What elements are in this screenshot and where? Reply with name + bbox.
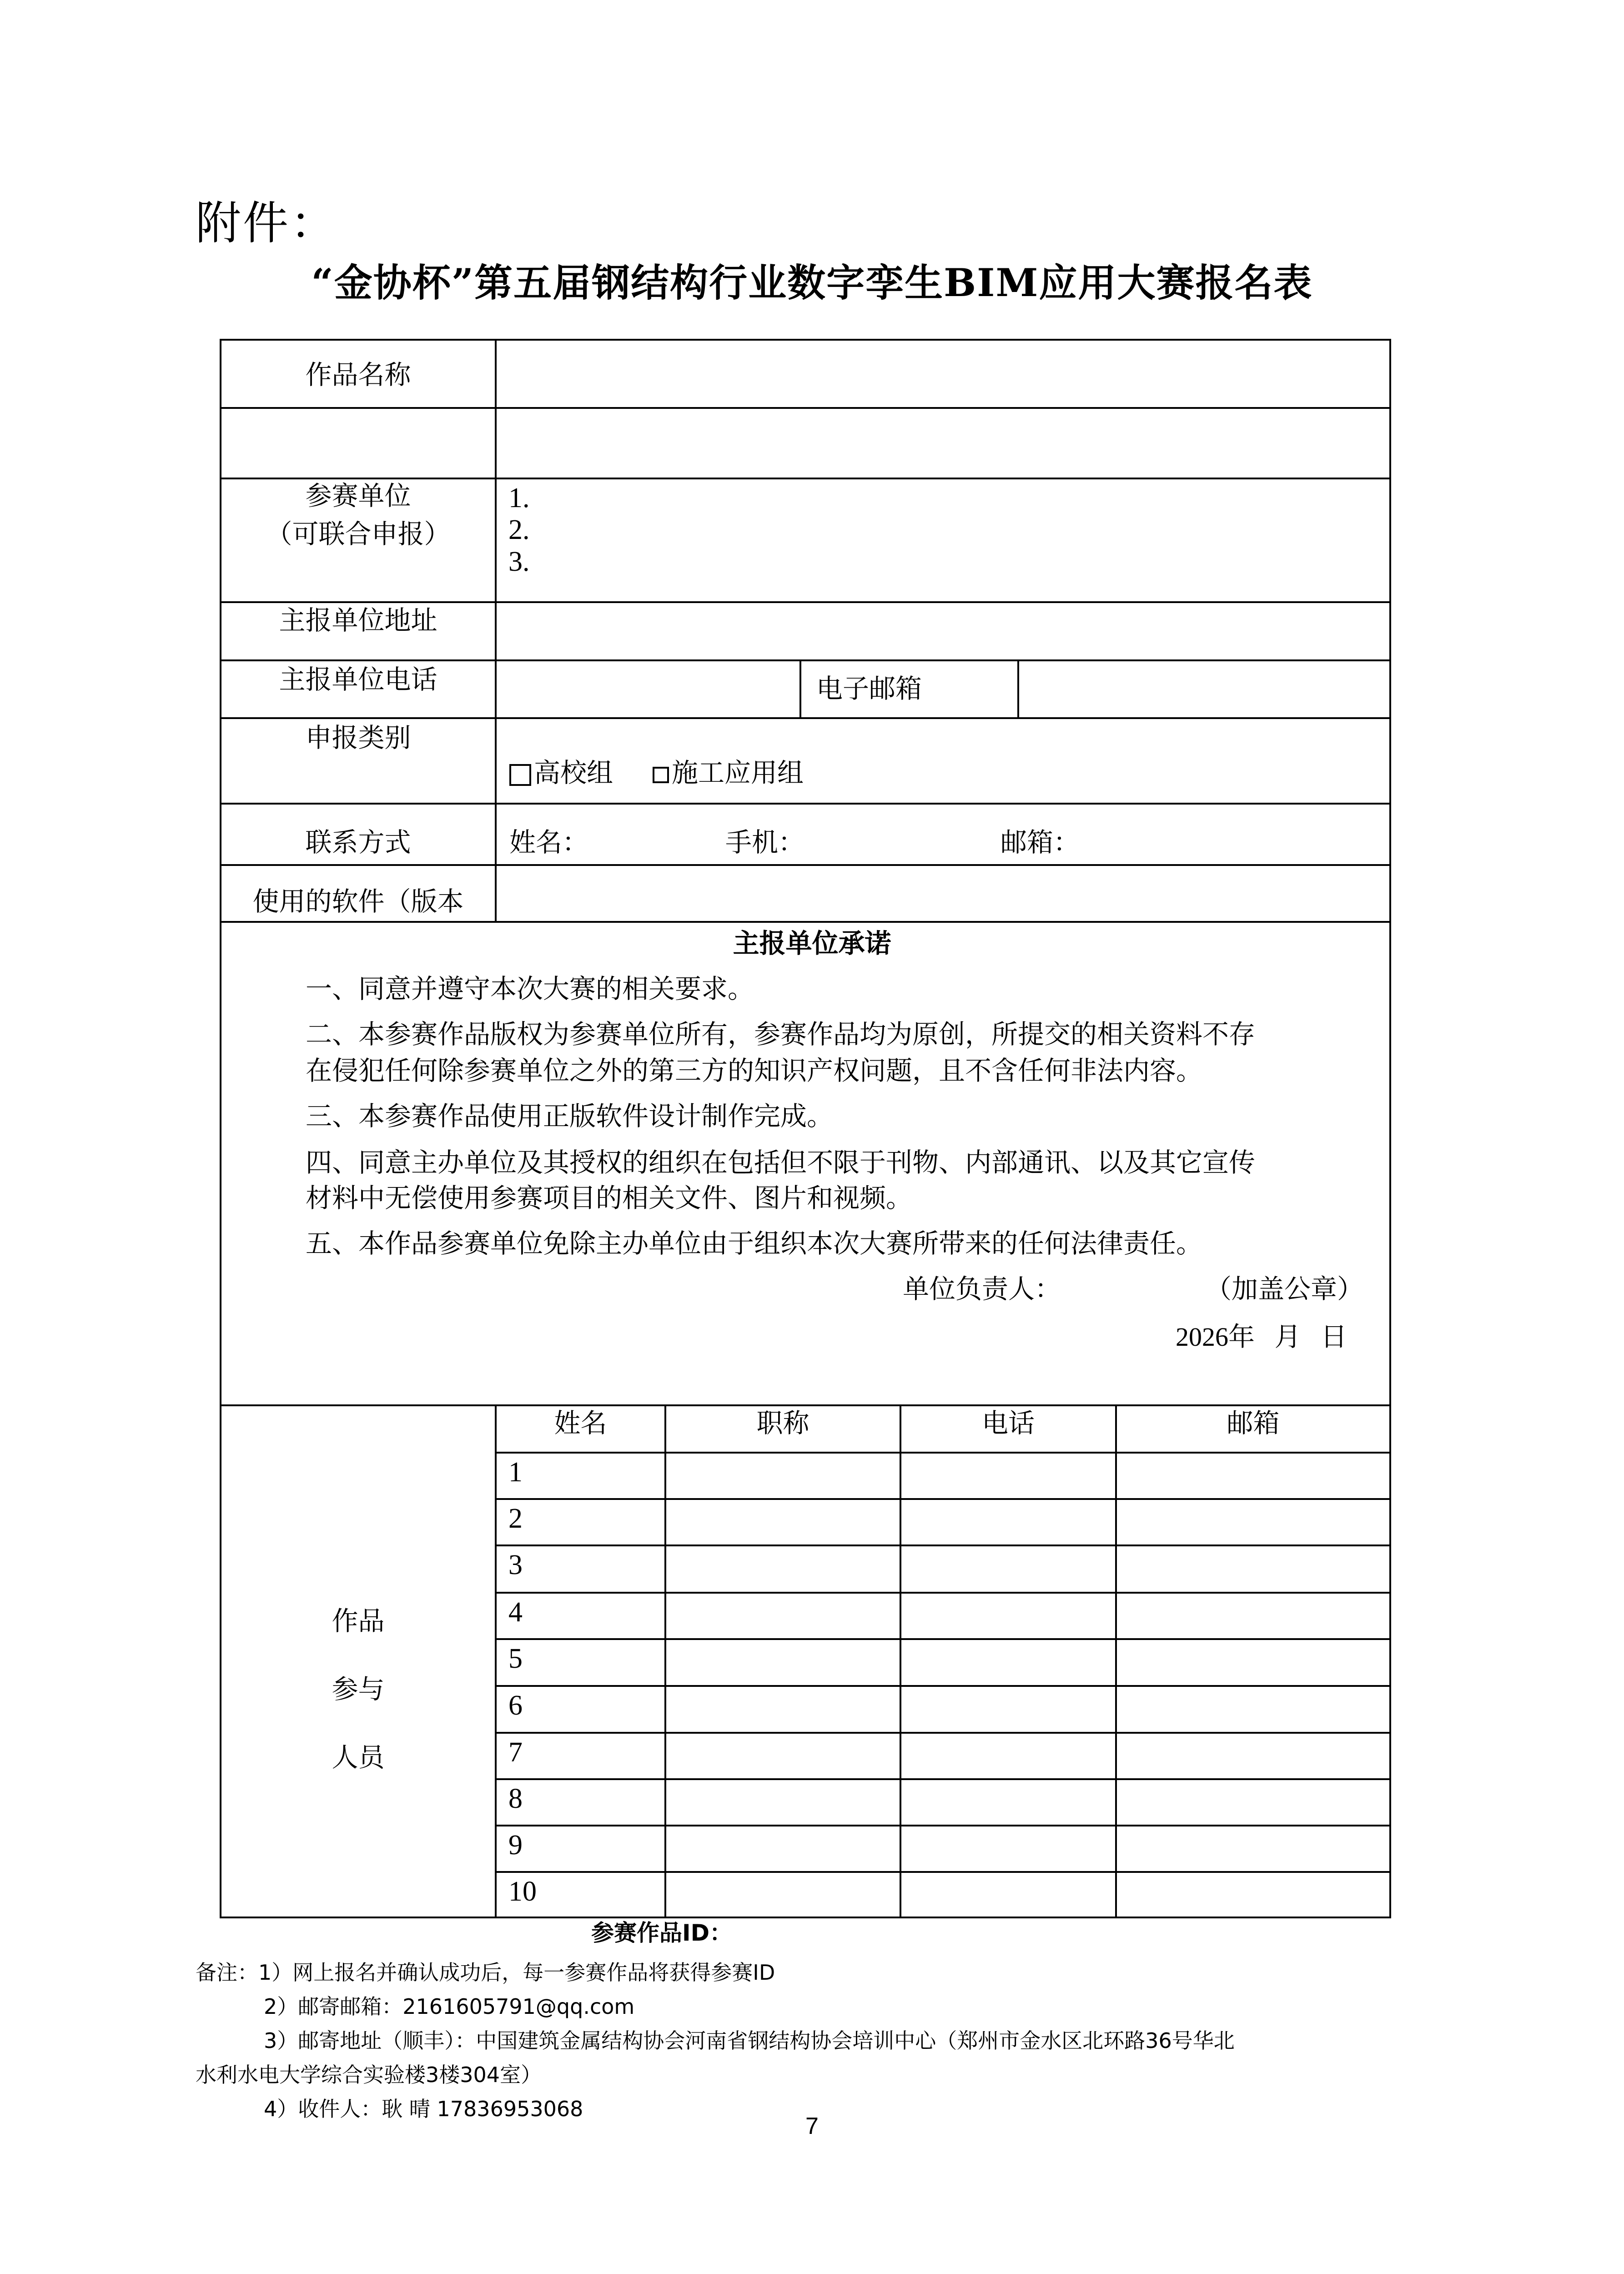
row-line [220, 407, 1391, 409]
col-line [900, 1404, 901, 1918]
member-row-line [495, 1778, 1391, 1780]
table-row: 6 [508, 1690, 523, 1721]
unit-item-1[interactable]: 1. [508, 483, 530, 513]
work-id-label: 参赛作品ID： [591, 1920, 733, 1946]
pledge-item-4-line1: 四、同意主办单位及其授权的组织在包括但不限于刊物、内部通讯、以及其它宣传 [306, 1147, 1256, 1178]
category-option-label: 施工应用组 [672, 757, 804, 788]
table-border-bottom [220, 1917, 1391, 1918]
address-field[interactable] [500, 609, 1387, 655]
phone-field[interactable] [500, 666, 796, 712]
col-line [664, 1404, 666, 1918]
member-row-line [495, 1452, 1391, 1454]
note-2: 2）邮寄邮箱：2161605791@qq.com [264, 1994, 635, 2019]
members-side-label-1: 作品 [332, 1605, 385, 1636]
unit-item-2[interactable]: 2. [508, 514, 530, 545]
table-row: 5 [508, 1643, 523, 1674]
pledge-item-3: 三、本参赛作品使用正版软件设计制作完成。 [306, 1101, 834, 1132]
row-line [220, 803, 1391, 805]
checkbox-icon[interactable] [509, 764, 531, 786]
contact-name-field[interactable]: 姓名： [509, 827, 589, 858]
table-row: 4 [508, 1597, 523, 1628]
table-border-right [1389, 339, 1391, 1918]
row-line [220, 921, 1391, 923]
software-field[interactable] [500, 871, 1387, 916]
table-row: 3 [508, 1550, 523, 1580]
contact-mobile-field[interactable]: 手机： [725, 827, 805, 858]
note-4: 4）收件人：耿 晴 17836953068 [264, 2097, 583, 2121]
attachment-label: 附件： [196, 196, 337, 250]
signer-label: 单位负责人： [903, 1273, 1061, 1304]
row-line [220, 1404, 1391, 1406]
table-row: 7 [508, 1737, 523, 1768]
email-field[interactable] [1023, 666, 1387, 712]
row-line [220, 601, 1391, 603]
member-row-line [495, 1592, 1391, 1594]
member-row-line [495, 1638, 1391, 1640]
column-header-email: 邮箱 [1227, 1408, 1280, 1439]
pledge-item-2-line1: 二、本参赛作品版权为参赛单位所有，参赛作品均为原创，所提交的相关资料不存 [306, 1019, 1256, 1050]
contact-label: 联系方式 [305, 827, 411, 858]
work-name-extra-field[interactable] [500, 421, 1387, 471]
table-row: 9 [508, 1830, 523, 1861]
work-name-label: 作品名称 [305, 359, 411, 390]
col-line [495, 339, 497, 923]
table-row: 1 [508, 1457, 523, 1488]
member-row-line [495, 1825, 1391, 1826]
unit-item-3[interactable]: 3. [508, 546, 530, 577]
col-line [1017, 659, 1019, 719]
row-line [220, 864, 1391, 866]
column-header-name: 姓名 [554, 1408, 607, 1439]
page-number: 7 [805, 2113, 819, 2139]
seal-label: （加盖公章） [1205, 1273, 1364, 1304]
note-3-line2: 水利水电大学综合实验楼3楼304室） [196, 2063, 542, 2087]
table-row: 8 [508, 1783, 523, 1814]
member-row-line [495, 1732, 1391, 1734]
category-option-label: 高校组 [534, 757, 613, 788]
members-side-label-2: 参与 [332, 1674, 385, 1705]
form-title: “金协杯”第五届钢结构行业数字孪生BIM应用大赛报名表 [311, 260, 1313, 305]
col-line [495, 1404, 497, 1918]
member-row-line [495, 1545, 1391, 1546]
col-line [1115, 1404, 1117, 1918]
row-line [220, 717, 1391, 719]
category-option-construction[interactable] [653, 757, 804, 789]
category-label: 申报类别 [305, 722, 411, 753]
unit-label-line1: 参赛单位 [305, 480, 411, 511]
note-3-line1: 3）邮寄地址（顺丰）：中国建筑金属结构协会河南省钢结构协会培训中心（郑州市金水区北环路36号华北 [264, 2028, 1235, 2053]
phone-label: 主报单位电话 [279, 664, 437, 695]
software-label: 使用的软件（版本 [252, 886, 464, 917]
table-border-top [220, 339, 1391, 341]
member-row-line [495, 1685, 1391, 1687]
checkbox-icon[interactable] [653, 767, 669, 783]
column-header-phone: 电话 [981, 1408, 1035, 1439]
contact-email-field[interactable]: 邮箱： [1001, 827, 1080, 858]
pledge-item-5: 五、本作品参赛单位免除主办单位由于组织本次大赛所带来的任何法律责任。 [306, 1228, 1203, 1259]
member-row-line [495, 1871, 1391, 1873]
row-line [220, 478, 1391, 479]
member-row-line [495, 1498, 1391, 1500]
table-row: 2 [508, 1503, 523, 1534]
table-row: 10 [508, 1876, 537, 1907]
members-side-label-3: 人员 [332, 1742, 385, 1773]
note-1: 备注：1）网上报名并确认成功后，每一参赛作品将获得参赛ID [196, 1960, 775, 1985]
row-line [220, 659, 1391, 661]
work-name-field[interactable] [500, 350, 1387, 400]
unit-label-line2: （可联合申报） [266, 518, 451, 549]
col-line [799, 659, 801, 719]
pledge-date: 2026年 月 日 [1176, 1322, 1347, 1352]
pledge-item-2-line2: 在侵犯任何除参赛单位之外的第三方的知识产权问题，且不含任何非法内容。 [306, 1055, 1203, 1086]
pledge-item-4-line2: 材料中无偿使用参赛项目的相关文件、图片和视频。 [306, 1182, 913, 1213]
category-option-university[interactable] [509, 757, 613, 789]
column-header-title: 职称 [756, 1408, 809, 1439]
address-label: 主报单位地址 [279, 605, 437, 636]
email-label: 电子邮箱 [816, 673, 922, 704]
pledge-title: 主报单位承诺 [733, 928, 891, 959]
pledge-item-1: 一、同意并遵守本次大赛的相关要求。 [306, 973, 754, 1004]
